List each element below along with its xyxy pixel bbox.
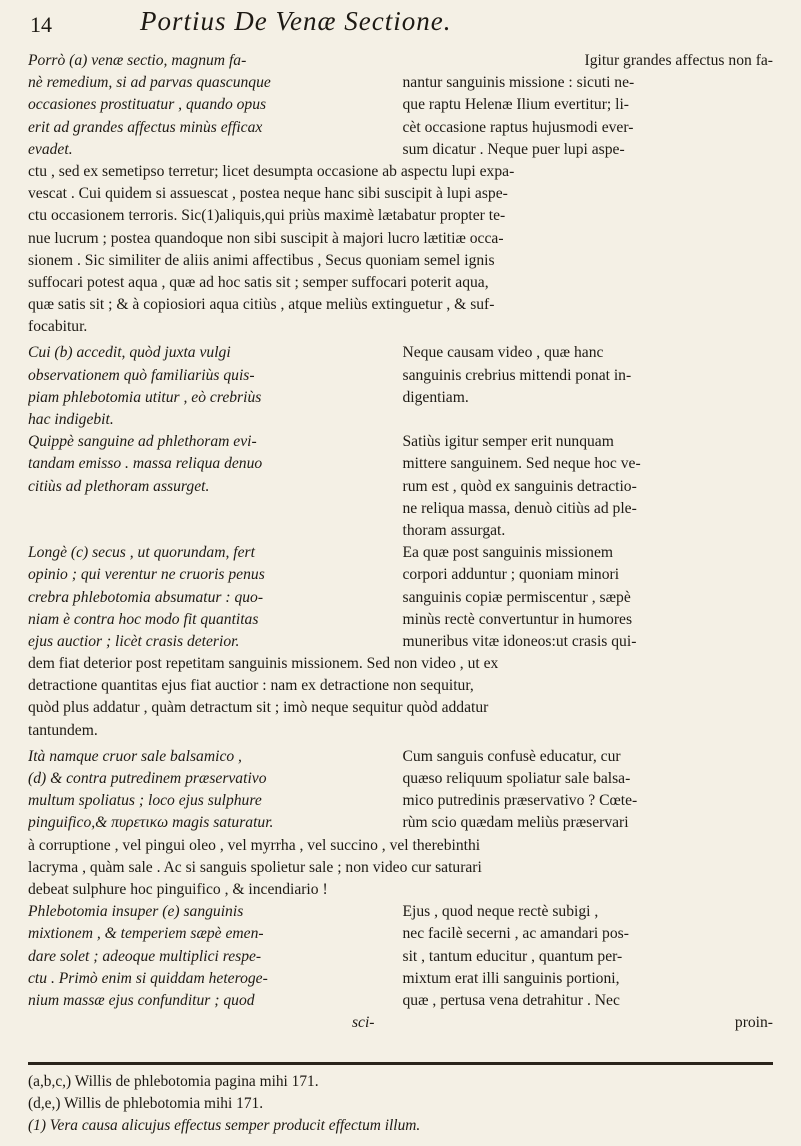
text-line: citiùs ad plethoram assurget. rum est , quòd ex sanguinis detractio- [28, 477, 637, 495]
text-line: sionem . Sic similiter de aliis animi affectibus , Secus quoniam semel ignis [28, 251, 495, 269]
text-line: ejus auctior ; licèt crasis deterior. muneribus vitæ idoneos:ut crasis qui- [28, 632, 637, 650]
text-line: mixtionem , & temperiem sæpè emen- nec facilè secerni , ac amandari pos- [28, 925, 629, 943]
text-line: Ità namque cruor sale balsamico , Cum sanguis confusè educatur, cur [28, 747, 621, 765]
text-line: Cui (b) accedit, quòd juxta vulgi Neque causam video , quæ hanc [28, 344, 604, 362]
footnote: (a,b,c,) Willis de phlebotomia pagina mihi 171. [28, 1073, 319, 1090]
text-line: lacryma , quàm sale . Ac si sanguis spolietur sale ; non video cur saturari [28, 858, 482, 876]
text-line: quæ satis sit ; & à copiosiori aqua citiùs , atque meliùs extinguetur , & suf- [28, 296, 495, 314]
text-line: nue lucrum ; postea quandoque non sibi suscipit à majori lucro lætitiæ occa- [28, 229, 504, 247]
text-line: erit ad grandes affectus minùs efficax cèt occasione raptus hujusmodi ever- [28, 118, 634, 136]
text-line: hac indigebit. [28, 411, 114, 428]
text-line: observationem quò familiariùs quis- sanguinis crebrius mittendi ponat in- [28, 366, 632, 384]
text-line: thoram assurgat. [402, 521, 506, 539]
text-line: nè remedium, si ad parvas quascunque nantur sanguinis missione : sicuti ne- [28, 74, 635, 92]
text-line: debeat sulphure hoc pinguifico , & incendiario ! [28, 880, 328, 898]
page-header [30, 6, 771, 40]
text-line: dem fiat deterior post repetitam sanguinis missionem. Sed non video , ut ex [28, 655, 499, 673]
page-body [28, 50, 773, 1050]
text-line: (d) & contra putredinem præservativo quæso reliquum spoliatur sale balsa- [28, 770, 631, 787]
text-line: opinio ; qui verentur ne cruoris penus corpori adduntur ; quoniam minori [28, 566, 620, 584]
text-line: detractione quantitas ejus fiat auctior : nam ex detractione non sequitur, [28, 677, 474, 695]
text-line: piam phlebotomia utitur , eò crebriùs digentiam. [28, 388, 469, 406]
text-line: occasiones prostituatur , quando opus que raptu Helenæ Ilium evertitur; li- [28, 96, 629, 114]
text-line: tandam emisso . massa reliqua denuo mittere sanguinem. Sed neque hoc ve- [28, 455, 641, 473]
running-title: Portius De Venæ Sectione. [140, 6, 452, 36]
text-line: nium massæ ejus confunditur ; quod quæ , pertusa vena detrahitur . Nec [28, 991, 620, 1009]
text-line: ctu , sed ex semetipso terretur; licet desumpta occasione ab aspectu lupi expa- [28, 162, 515, 180]
text-line: focabitur. [28, 318, 88, 336]
text-line: ctu . Primò enim si quiddam heteroge- mixtum erat illi sanguinis portioni, [28, 969, 620, 987]
text-line: quòd plus addatur , quàm detractum sit ; imò neque sequitur quòd addatur [28, 699, 489, 717]
text-line: Quippè sanguine ad phlethoram evi- Satiùs igitur semper erit nunquam [28, 433, 614, 451]
text-line: tantundem. [28, 721, 98, 739]
footnote: (1) Vera causa alicujus effectus semper producit effectum illum. [28, 1117, 421, 1134]
text-line: Longè (c) secus , ut quorundam, fert Ea quæ post sanguinis missionem [28, 544, 614, 562]
text-line: ctu occasionem terroris. Sic(1)aliquis,qui priùs maximè lætabatur propter te- [28, 207, 506, 225]
text-line: crebra phlebotomia absumatur : quo- sanguinis copiæ permiscentur , sæpè [28, 588, 631, 606]
text-line: Porrò (a) venæ sectio, magnum fa- Igitur grandes affectus non fa- [28, 52, 773, 69]
text-line: multum spoliatus ; loco ejus sulphure mico putredinis præservativo ? Cœte- [28, 792, 638, 810]
text-line: vescat . Cui quidem si assuescat , postea neque hanc sibi suscipit à lupi aspe- [28, 185, 508, 203]
page-number: 14 [30, 12, 52, 37]
text-line: Phlebotomia insuper (e) sanguinis Ejus , quod neque rectè subigi , [28, 903, 599, 921]
text-line: pinguifico,& πυρετικω magis saturatur. rùm scio quædam meliùs præservari [28, 814, 629, 832]
text-line: à corruptione , vel pingui oleo , vel myrrha , vel succino , vel therebinthi [28, 836, 481, 854]
footnote: (d,e,) Willis de phlebotomia mihi 171. [28, 1095, 264, 1112]
text-line: suffocari potest aqua , quæ ad hoc satis sit ; semper suffocari poterit aqua, [28, 273, 489, 291]
text-line: dare solet ; adeoque multiplici respe- sit , tantum educitur , quantum per- [28, 947, 623, 965]
text-line: niam è contra hoc modo fit quantitas minùs rectè convertuntur in humores [28, 610, 633, 628]
text-line: sci- proin- [351, 1014, 773, 1032]
text-line: evadet. sum dicatur . Neque puer lupi aspe- [28, 140, 625, 158]
text-line: ne reliqua massa, denuò citiùs ad ple- [402, 499, 637, 517]
footnotes [28, 1062, 773, 1137]
